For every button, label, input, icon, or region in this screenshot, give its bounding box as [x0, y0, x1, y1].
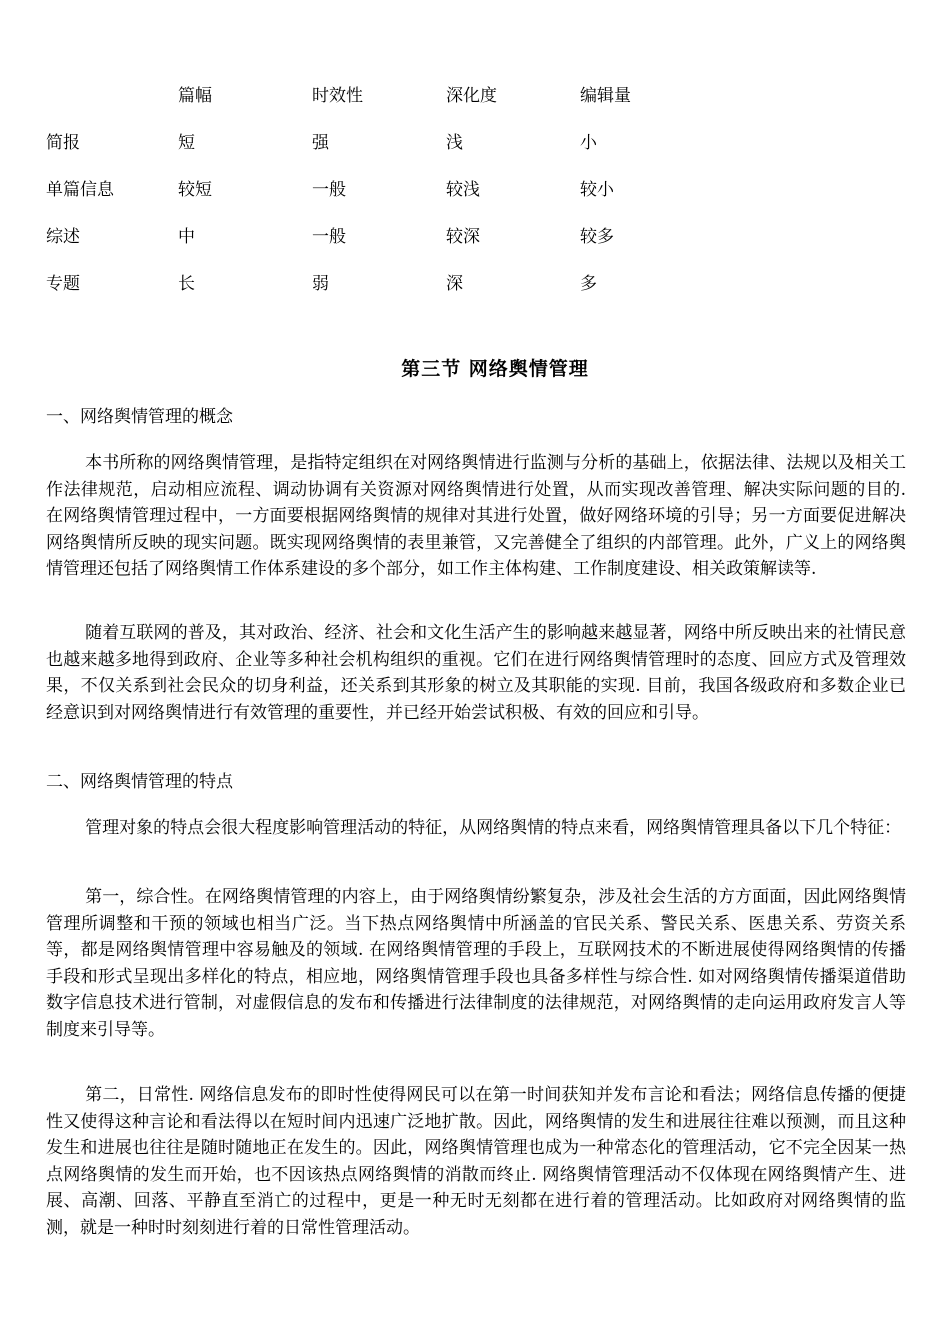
table-header-cell: 时效性: [312, 86, 363, 106]
table-row: [46, 258, 700, 305]
table-header-row: [46, 70, 700, 117]
table-row: [46, 164, 700, 211]
paragraph-features-intro: 管理对象的特点会很大程度影响管理活动的特征，从网络舆情的特点来看，网络舆情管理具备以下几个特征：: [85, 818, 902, 838]
table-cell: 专题: [46, 274, 80, 294]
table-cell: 小: [580, 133, 597, 153]
table-cell: 综述: [46, 227, 80, 247]
table-cell: 多: [580, 274, 597, 294]
table-cell: 弱: [312, 274, 329, 294]
table-cell: 一般: [312, 180, 346, 200]
table-row: [46, 117, 700, 164]
table-cell: 单篇信息: [46, 180, 114, 200]
table-header-cell: 深化度: [446, 86, 497, 106]
table-cell: 简报: [46, 133, 80, 153]
paragraph-internet-development: 随着互联网的普及，其对政治、经济、社会和文化生活产生的影响越来越显著，网络中所反映出来的社情民意也越来越多地得到政府、企业等多种社会机构组织的重视。它们在进行网络舆情管理时的态度、回应方式及管理效果，不仅关系到社会民众的切身利益，还关系到其形象的树立及其职能的实现. 目前，我国各级政府和多数企业已经意识到对网络舆情进行有效管理的重要性，并已经开始尝试积极、有效的回应和引导。: [46, 623, 906, 723]
table-cell: 一般: [312, 227, 346, 247]
section-title: 第三节 网络舆情管理: [401, 358, 589, 380]
table-header-cell: 编辑量: [580, 86, 631, 106]
table-row: [46, 211, 700, 258]
table-cell: 短: [178, 133, 195, 153]
table-header-cell: 篇幅: [178, 86, 212, 106]
table-cell: 较浅: [446, 180, 480, 200]
table-cell: 中: [178, 227, 195, 247]
table-header-cell: [46, 70, 178, 117]
section-heading-features: 二、网络舆情管理的特点: [46, 772, 233, 792]
paragraph-feature-routine: 第二，日常性. 网络信息发布的即时性使得网民可以在第一时间获知并发布言论和看法；网络信息传播的便捷性又使得这种言论和看法得以在短时间内迅速广泛地扩散。因此，网络舆情的发生和进展往往难以预测，而且这种发生和进展也往往是随时随地正在发生的。因此，网络舆情管理也成为一种常态化的管理活动，它不完全因某一热点网络舆情的发生而开始，也不因该热点网络舆情的消散而终止. 网络舆情管理活动不仅体现在网络舆情产生、进展、高潮、回落、平静直至消亡的过程中，更是一种无时无刻都在进行着的管理活动。比如政府对网络舆情的监测，就是一种时时刻刻进行着的日常性管理活动。: [46, 1085, 906, 1238]
table-cell: 浅: [446, 133, 463, 153]
comparison-table: [46, 70, 700, 305]
table-cell: 较短: [178, 180, 212, 200]
table-cell: 较多: [580, 227, 614, 247]
table-cell: 长: [178, 274, 195, 294]
paragraph-concept-definition: 本书所称的网络舆情管理，是指特定组织在对网络舆情进行监测与分析的基础上，依据法律、法规以及相关工作法律规范，启动相应流程、调动协调有关资源对网络舆情进行处置，从而实现改善管理、解决实际问题的目的. 在网络舆情管理过程中，一方面要根据网络舆情的规律对其进行处置，做好网络环境的引导；另一方面要促进解决网络舆情所反映的现实问题。既实现网络舆情的表里兼管，又完善健全了组织的内部管理。此外，广义上的网络舆情管理还包括了网络舆情工作体系建设的多个部分，如工作主体构建、工作制度建设、相关政策解读等.: [46, 453, 906, 579]
table-cell: 深: [446, 274, 463, 294]
paragraph-feature-comprehensive: 第一，综合性。在网络舆情管理的内容上，由于网络舆情纷繁复杂，涉及社会生活的方方面面，因此网络舆情管理所调整和干预的领域也相当广泛。当下热点网络舆情中所涵盖的官民关系、警民关系、医患关系、劳资关系等，都是网络舆情管理中容易触及的领域. 在网络舆情管理的手段上，互联网技术的不断进展使得网络舆情的传播手段和形式呈现出多样化的特点，相应地，网络舆情管理手段也具备多样性与综合性. 如对网络舆情传播渠道借助数字信息技术进行管制，对虚假信息的发布和传播进行法律制度的法律规范，对网络舆情的走向运用政府发言人等制度来引导等。: [46, 887, 906, 1040]
table-cell: 较深: [446, 227, 480, 247]
section-heading-concept: 一、网络舆情管理的概念: [46, 407, 233, 427]
table-cell: 较小: [580, 180, 614, 200]
table-cell: 强: [312, 133, 329, 153]
